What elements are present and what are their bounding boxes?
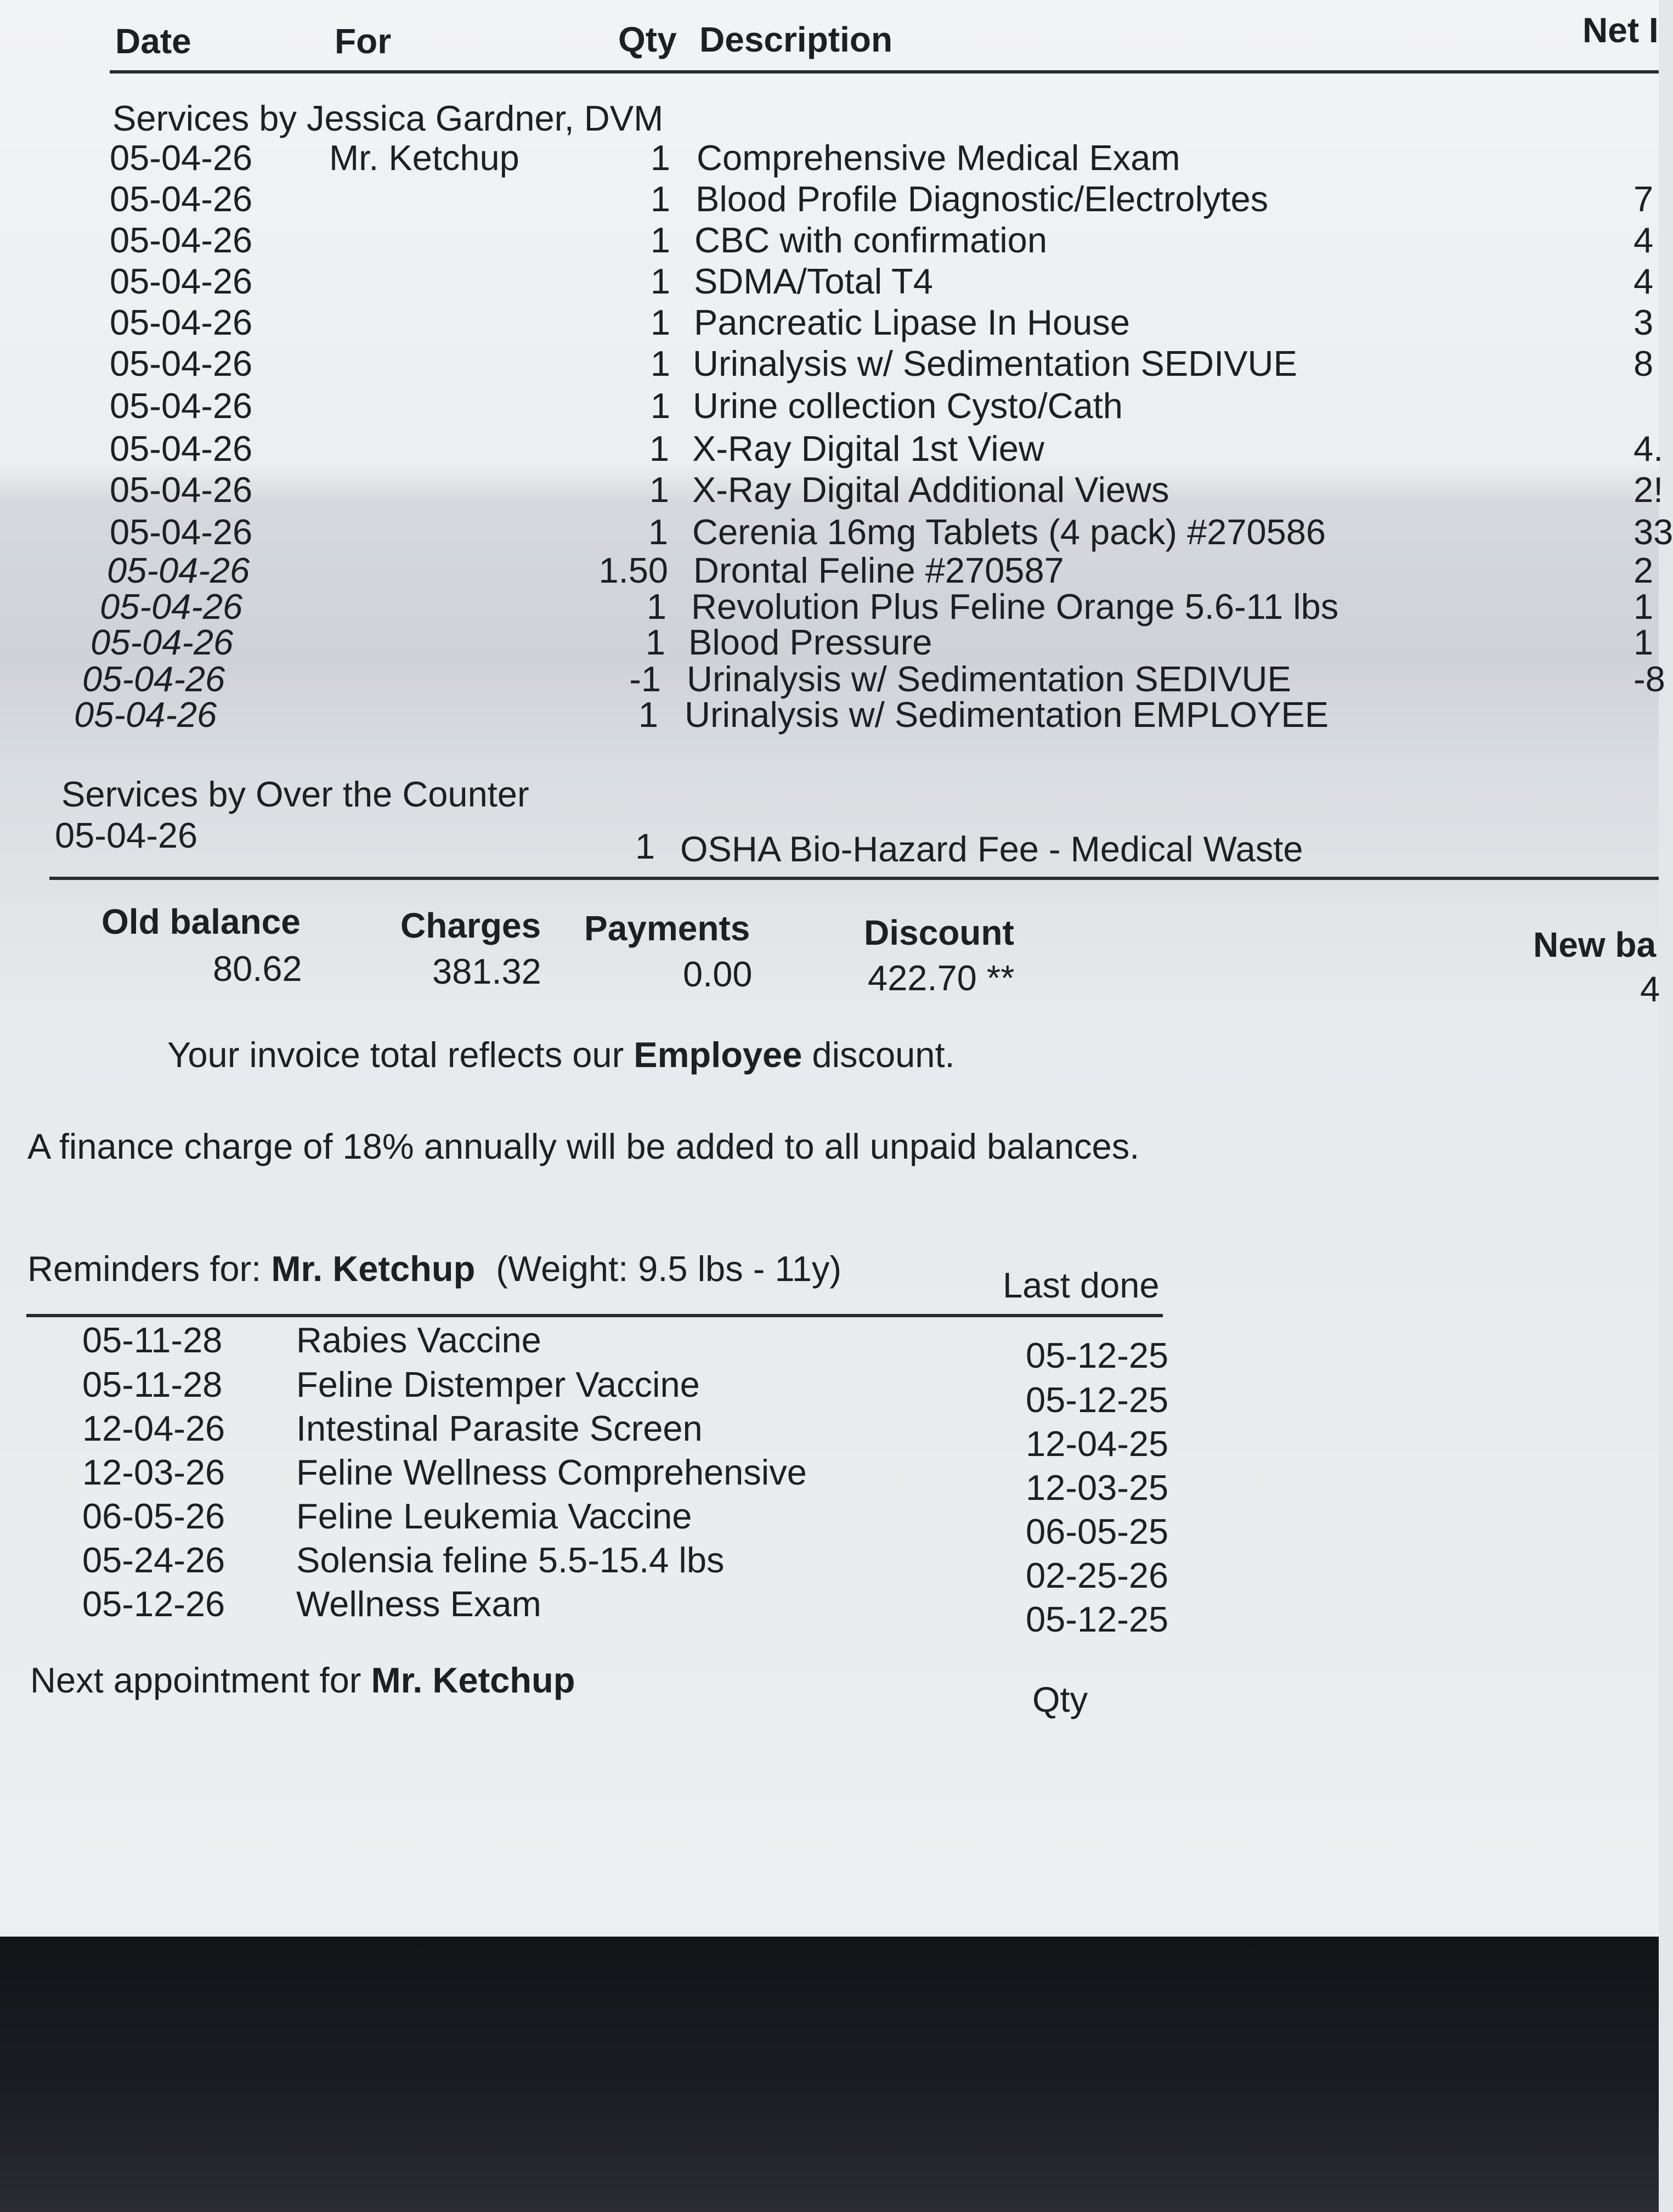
dark-background: [0, 1937, 1659, 2212]
line-item-date: 05-04-26: [110, 261, 253, 301]
line-item-date: 05-04-26: [100, 586, 243, 627]
discount-note-post: discount.: [802, 1035, 955, 1075]
charges-label: Charges: [400, 906, 541, 945]
reminders-title-pre: Reminders for:: [27, 1249, 272, 1289]
next-appointment: [30, 1660, 575, 1701]
reminder-name: Intestinal Parasite Screen: [296, 1408, 703, 1448]
line-item-description: CBC with confirmation: [694, 220, 1047, 260]
reminder-name: Rabies Vaccine: [296, 1320, 541, 1360]
line-item-qty: 1: [650, 386, 670, 426]
discount-note-pre: Your invoice total reflects our: [167, 1035, 634, 1075]
charges-value: 381.32: [432, 951, 541, 991]
reminder-last-done: 05-12-25: [1026, 1335, 1169, 1375]
otc-qty: 1: [635, 826, 655, 866]
reminder-last-done: 05-12-25: [1026, 1380, 1169, 1420]
next-appointment-qty: Qty: [1032, 1679, 1088, 1719]
line-item-date: 05-04-26: [110, 179, 253, 219]
line-item-net: -8: [1634, 659, 1665, 699]
line-item-for: Mr. Ketchup: [329, 138, 519, 178]
line-item-description: Comprehensive Medical Exam: [697, 138, 1180, 178]
line-item-qty: 1: [650, 179, 670, 219]
line-item-qty: 1: [645, 622, 665, 662]
line-item-net: 3: [1634, 302, 1654, 342]
line-item-net: 2!: [1634, 470, 1664, 510]
reminder-due: 05-12-26: [82, 1584, 225, 1624]
reminder-name: Feline Wellness Comprehensive: [296, 1452, 807, 1492]
reminder-due: 05-24-26: [82, 1540, 225, 1580]
reminder-due: 12-03-26: [82, 1452, 225, 1492]
old-balance-label: Old balance: [101, 902, 301, 941]
reminder-name: Solensia feline 5.5-15.4 lbs: [296, 1540, 725, 1580]
line-item-net: 4.: [1634, 428, 1664, 469]
line-item-qty: 1: [650, 343, 670, 383]
new-balance-value: 4: [1640, 969, 1660, 1009]
header-net: Net I: [1582, 10, 1659, 50]
line-item-qty: 1: [650, 261, 670, 301]
line-item-description: Urine collection Cysto/Cath: [693, 386, 1123, 426]
line-item-qty: -1: [629, 659, 661, 699]
line-item-date: 05-04-26: [110, 343, 253, 383]
reminders-pet-name: Mr. Ketchup: [271, 1249, 476, 1289]
line-item-qty: 1: [650, 220, 670, 260]
line-item-date: 05-04-26: [110, 302, 253, 342]
line-item-qty: 1: [648, 512, 668, 552]
line-item-date: 05-04-26: [82, 659, 225, 699]
line-item-net: 4: [1634, 220, 1654, 260]
reminder-name: Feline Distemper Vaccine: [296, 1364, 700, 1404]
line-item-description: Urinalysis w/ Sedimentation SEDIVUE: [687, 659, 1291, 699]
line-item-description: Blood Profile Diagnostic/Electrolytes: [696, 179, 1269, 219]
reminder-due: 06-05-26: [82, 1496, 225, 1536]
reminder-last-done: 02-25-26: [1026, 1555, 1169, 1595]
payments-label: Payments: [584, 909, 750, 948]
reminder-last-done: 12-03-25: [1026, 1468, 1169, 1508]
section-title: Services by Over the Counter: [61, 774, 529, 814]
reminder-due: 05-11-28: [82, 1320, 223, 1360]
line-item-date: 05-04-26: [107, 550, 250, 590]
line-item-description: X-Ray Digital 1st View: [692, 428, 1044, 469]
line-item-qty: 1: [650, 138, 670, 178]
line-item-net: 7: [1634, 179, 1654, 219]
next-appointment-pet: Mr. Ketchup: [371, 1660, 575, 1700]
line-item-date: 05-04-26: [110, 386, 253, 426]
line-item-description: Blood Pressure: [688, 622, 932, 662]
reminder-due: 12-04-26: [82, 1408, 225, 1448]
header-for: For: [335, 21, 392, 61]
discount-label: Discount: [864, 913, 1014, 952]
header-rule: [110, 70, 1659, 74]
new-balance-label: New ba: [1533, 925, 1657, 964]
reminder-last-done: 05-12-25: [1026, 1599, 1169, 1639]
line-item-description: Cerenia 16mg Tablets (4 pack) #270586: [692, 512, 1326, 552]
line-item-qty: 1: [649, 428, 669, 469]
line-item-date: 05-04-26: [74, 695, 217, 735]
line-item-net: 33: [1634, 512, 1673, 552]
line-item-net: 1: [1634, 586, 1654, 627]
line-item-date: 05-04-26: [110, 470, 253, 510]
last-done-label: Last done: [1003, 1265, 1160, 1305]
reminders-rule: [26, 1314, 1163, 1317]
otc-description: OSHA Bio-Hazard Fee - Medical Waste: [680, 829, 1303, 869]
line-item-qty: 1: [638, 695, 658, 735]
header-date: Date: [115, 21, 191, 61]
line-item-net: 4: [1634, 261, 1654, 301]
otc-date: 05-04-26: [55, 815, 198, 855]
line-item-date: 05-04-26: [91, 622, 234, 662]
line-item-qty: 1: [650, 302, 670, 342]
line-item-date: 05-04-26: [110, 428, 253, 469]
line-item-net: 2: [1634, 550, 1654, 590]
line-item-description: SDMA/Total T4: [694, 261, 933, 301]
line-item-date: 05-04-26: [110, 220, 253, 260]
header-qty: Qty: [618, 20, 677, 59]
discount-note-bold: Employee: [634, 1035, 802, 1075]
reminder-due: 05-11-28: [82, 1364, 223, 1404]
reminder-name: Feline Leukemia Vaccine: [296, 1496, 692, 1536]
line-item-net: 8: [1634, 343, 1654, 383]
line-item-description: Drontal Feline #270587: [693, 550, 1064, 590]
line-item-description: X-Ray Digital Additional Views: [692, 470, 1169, 510]
line-item-qty: 1: [649, 470, 669, 510]
line-item-date: 05-04-26: [110, 138, 253, 178]
line-item-qty: 1: [646, 586, 666, 627]
line-item-description: Urinalysis w/ Sedimentation SEDIVUE: [693, 343, 1297, 383]
reminder-last-done: 06-05-25: [1026, 1511, 1169, 1551]
line-item-qty: 1.50: [598, 550, 668, 590]
finance-note: A finance charge of 18% annually will be added to all unpaid balances.: [27, 1126, 1140, 1166]
discount-note: [167, 1034, 955, 1075]
reminders-title: [27, 1248, 841, 1289]
line-item-description: Urinalysis w/ Sedimentation EMPLOYEE: [685, 695, 1329, 735]
reminder-name: Wellness Exam: [296, 1584, 541, 1624]
line-item-date: 05-04-26: [110, 512, 253, 552]
next-appointment-label: Next appointment for: [30, 1660, 371, 1700]
payments-value: 0.00: [683, 954, 753, 994]
discount-value: 422.70 **: [868, 958, 1015, 998]
totals-rule: [49, 877, 1659, 880]
line-item-description: Pancreatic Lipase In House: [694, 302, 1130, 342]
old-balance-value: 80.62: [213, 949, 302, 989]
reminders-weight: (Weight: 9.5 lbs - 11y): [496, 1249, 842, 1289]
line-item-net: 1: [1634, 622, 1654, 662]
line-item-description: Revolution Plus Feline Orange 5.6-11 lbs: [691, 586, 1339, 627]
reminder-last-done: 12-04-25: [1026, 1424, 1169, 1464]
header-description: Description: [699, 20, 893, 59]
section-title: Services by Jessica Gardner, DVM: [112, 98, 664, 138]
